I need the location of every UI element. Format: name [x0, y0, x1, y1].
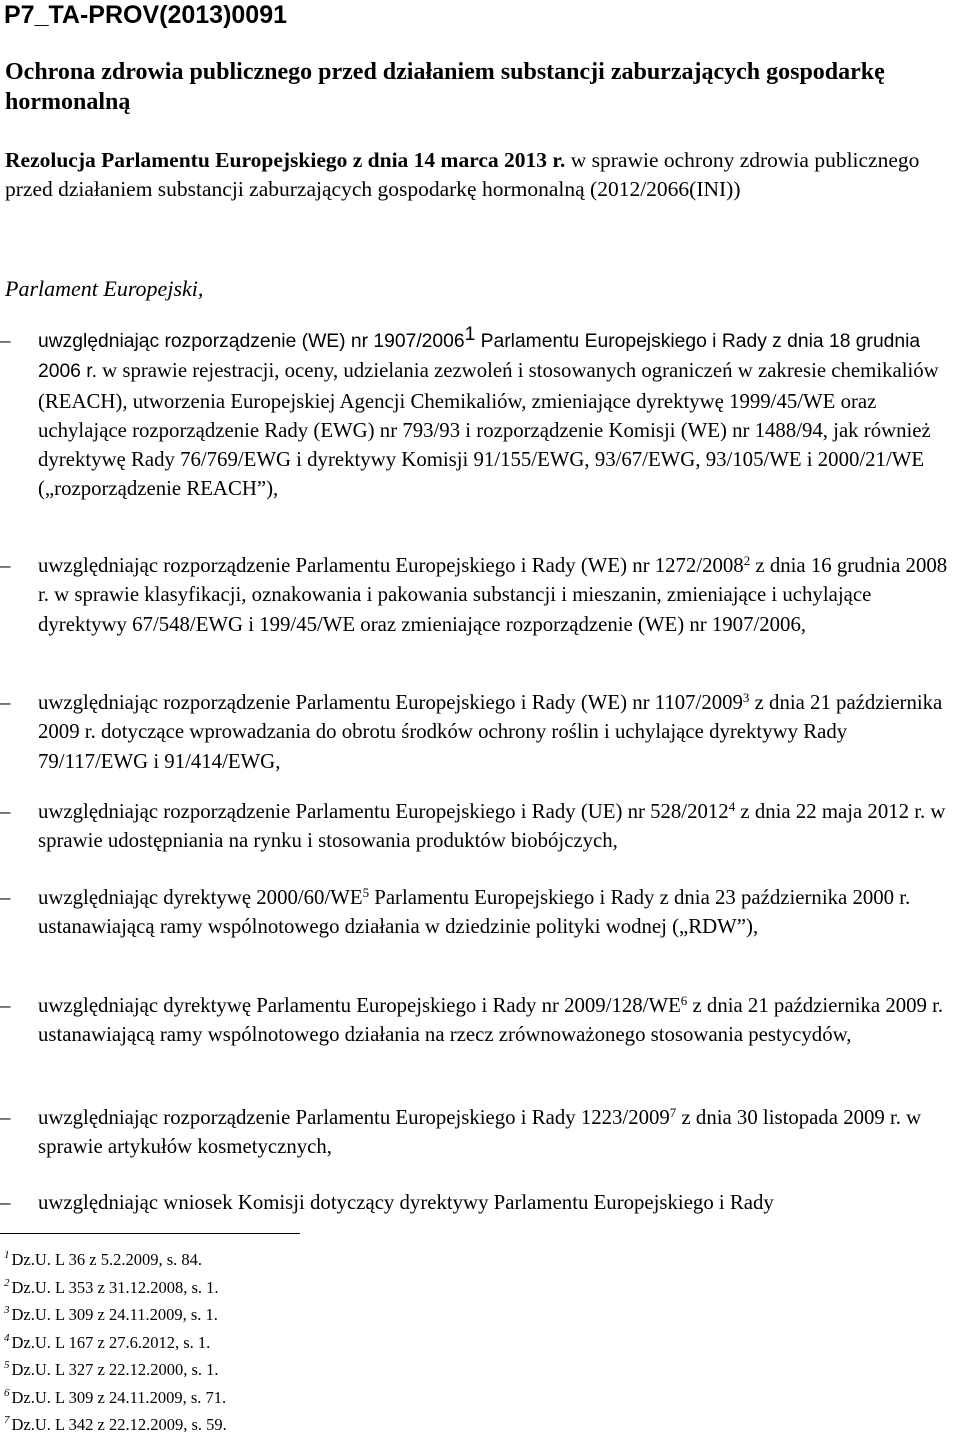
footnote-ref: 3: [742, 690, 750, 705]
recital-text: uwzględniając rozporządzenie (WE) nr 1907/2006: [38, 331, 465, 352]
recital-text: uwzględniając dyrektywę 2000/60/WE: [38, 886, 363, 909]
footnote: [4, 1356, 904, 1384]
footnote: [4, 1301, 904, 1329]
recital-item: [0, 1188, 956, 1217]
subtitle-bold: Rezolucja Parlamentu Europejskiego z dnia 14 marca 2013 r.: [5, 148, 566, 172]
recital-text: uwzględniając rozporządzenie Parlamentu Europejskiego i Rady (WE) nr 1272/2008: [38, 554, 744, 577]
footnotes: [4, 1246, 904, 1439]
dash-marker: –: [0, 994, 11, 1017]
footnote-ref: 2: [743, 553, 751, 568]
recital-text: uwzględniając rozporządzenie Parlamentu Europejskiego i Rady 1223/2009: [38, 1106, 670, 1129]
subtitle-rest: w sprawie ochrony zdrowia publicznego przed działaniem substancji zaburzających gospodarkę hormonalną (2012/2066(INI)): [5, 148, 920, 201]
footnote-text: Dz.U. L 309 z 24.11.2009, s. 71.: [11, 1387, 227, 1407]
footnote: [4, 1329, 904, 1357]
footnote-text: Dz.U. L 36 z 5.2.2009, s. 84.: [11, 1250, 202, 1269]
footnote-ref: 1: [464, 324, 476, 345]
document-title: Ochrona zdrowia publicznego przed działaniem substancji zaburzających gospodarkę hormonalną: [5, 59, 885, 115]
recital-text: uwzględniając wniosek Komisji dotyczący dyrektywy Parlamentu Europejskiego i Rady: [38, 1191, 774, 1214]
recital-text: w sprawie rejestracji, oceny, udzielania zezwoleń i stosowanych ograniczeń w zakresie chemikaliów (REACH), utworzenia Europejskiej Agencji Chemikaliów, zmieniające dyrektywę 1999/45/WE oraz uchylające rozporządzenie Rady (EWG) nr 793/93 i rozporządzenie Komisji (WE) nr 1488/94, jak również dyrektywę Rady 76/769/EWG i dyrektywy Komisji 91/155/EWG, 93/67/EWG, 93/105/WE i 2000/21/WE („rozporządzenie REACH”),: [38, 359, 939, 501]
footnote-text: Dz.U. L 167 z 27.6.2012, s. 1.: [11, 1332, 211, 1352]
footnote-ref: 7: [669, 1105, 677, 1120]
recital-text: z dnia 16 grudnia 2008 r. w sprawie klasyfikacji, oznakowania i pakowania substancji i mieszanin, zmieniające i uchylające dyrektywy 67/548/EWG i 199/45/WE oraz zmieniające rozporządzenie (WE) nr 1907/2006,: [38, 554, 948, 636]
footnote-number: 4: [4, 1331, 10, 1344]
recital-text: Parlamentu Europejskiego i Rady z dnia 23 października 2000 r. ustanawiającą ramy wspólnotowego działania w dziedzinie polityki wodnej („RDW”),: [38, 886, 911, 939]
document-id: P7_TA-PROV(2013)0091: [4, 1, 288, 29]
footnote-text: Dz.U. L 327 z 22.12.2000, s. 1.: [11, 1360, 219, 1379]
recital-text: uwzględniając rozporządzenie Parlamentu Europejskiego i Rady (WE) nr 1107/2009: [38, 691, 743, 714]
recital-item: [0, 688, 956, 776]
recital-text: Parlamentu Europejskiego i Rady z dnia 18 grudnia 2006 r.: [38, 331, 921, 383]
footnote-number: 1: [4, 1249, 10, 1261]
footnote-ref: 6: [680, 993, 688, 1008]
recital-text: uwzględniając rozporządzenie Parlamentu Europejskiego i Rady (UE) nr 528/2012: [38, 800, 729, 823]
footnote-number: 2: [4, 1276, 10, 1289]
recital-text: z dnia 22 maja 2012 r. w sprawie udostępniania na rynku i stosowania produktów biobójczych,: [38, 800, 946, 853]
recital-text: uwzględniając dyrektywę Parlamentu Europejskiego i Rady nr 2009/128/WE: [38, 994, 681, 1017]
footnote: [4, 1246, 904, 1274]
dash-marker: –: [0, 800, 11, 823]
footnote-separator: [0, 1233, 300, 1234]
footnote-text: Dz.U. L 342 z 22.12.2009, s. 59.: [11, 1415, 227, 1434]
dash-marker: –: [0, 1106, 11, 1129]
recital-item: [0, 797, 956, 856]
footnote-number: 5: [4, 1359, 10, 1371]
recital-text: z dnia 21 października 2009 r. ustanawiającą ramy wspólnotowego działania na rzecz zrównoważonego stosowania pestycydów,: [38, 994, 944, 1047]
recital-item: [0, 551, 956, 639]
footnote-text: Dz.U. L 309 z 24.11.2009, s. 1.: [11, 1305, 218, 1324]
dash-marker: –: [0, 554, 11, 577]
footnote-text: Dz.U. L 353 z 31.12.2008, s. 1.: [11, 1277, 219, 1297]
intro-line: Parlament Europejski,: [5, 276, 204, 301]
footnote-number: 7: [4, 1414, 10, 1426]
recital-item: [0, 1103, 956, 1162]
footnote-number: 6: [4, 1386, 10, 1399]
recital-text: z dnia 30 listopada 2009 r. w sprawie artykułów kosmetycznych,: [38, 1106, 922, 1159]
footnote: [4, 1274, 904, 1302]
footnote-ref: 5: [362, 885, 370, 900]
recital-text: z dnia 21 października 2009 r. dotyczące wprowadzania do obrotu środków ochrony roślin i uchylające dyrektywy Rady 79/117/EWG i 91/414/EWG,: [38, 691, 943, 773]
footnote: [4, 1384, 904, 1412]
dash-marker: –: [0, 691, 11, 714]
dash-marker: –: [0, 329, 11, 352]
footnote-ref: 4: [728, 799, 736, 814]
footnote: [4, 1411, 904, 1439]
footnote-number: 3: [4, 1304, 10, 1316]
dash-marker: –: [0, 886, 11, 909]
recital-item: [0, 324, 956, 504]
dash-marker: –: [0, 1191, 11, 1214]
resolution-subtitle: [5, 146, 955, 204]
recital-item: [0, 991, 956, 1050]
recital-item: [0, 883, 956, 942]
